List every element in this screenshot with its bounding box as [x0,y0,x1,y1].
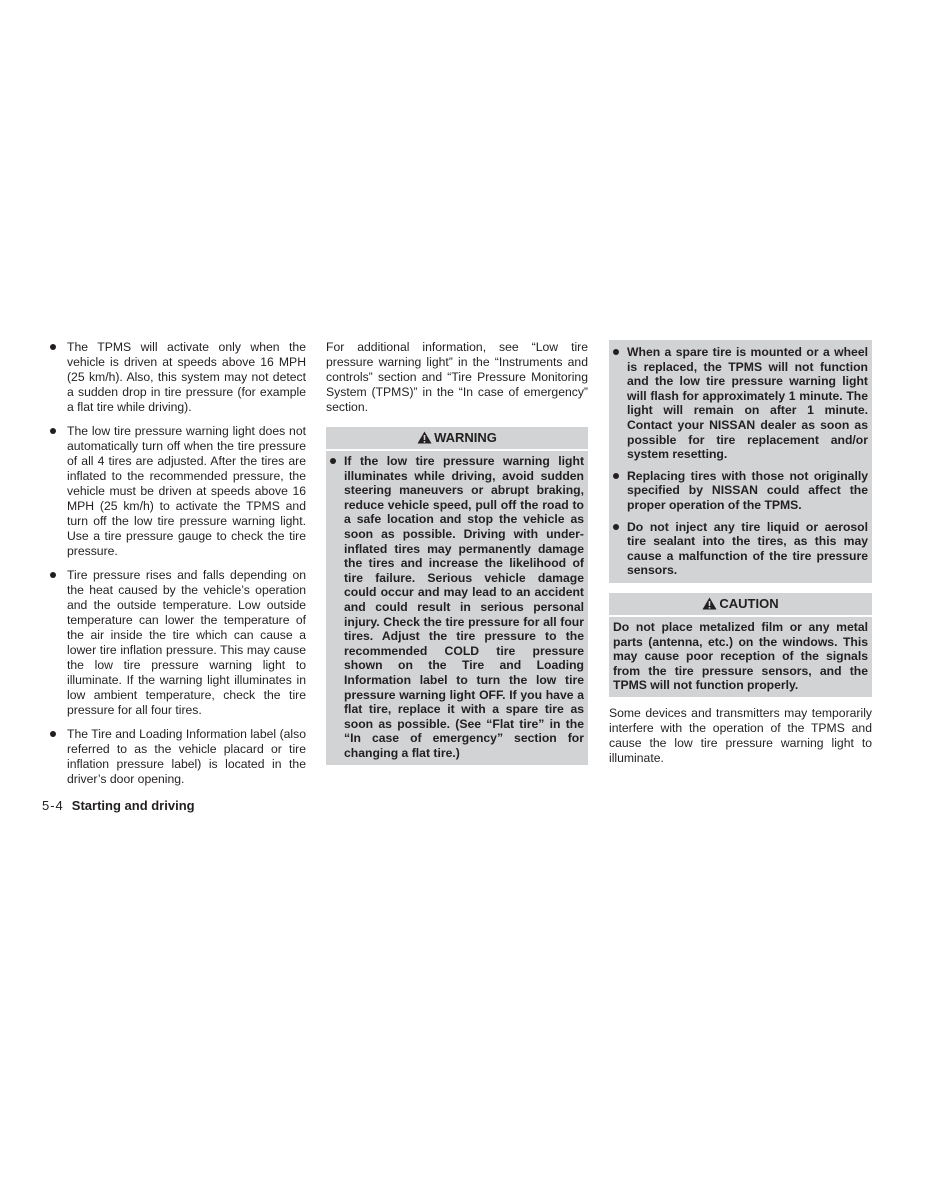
warning-continued-list [613,345,868,578]
middle-column [326,340,588,765]
warning-box [326,427,588,765]
list-item: The low tire pressure warning light does not automatically turn off when the tire pressure of all 4 tires are adjusted. After the tires are inflated to the recommended pressure, the vehicle must be driven at speeds above 16 MPH (25 km/h) to activate the TPMS and turn off the low tire pressure warning light. Use a tire pressure gauge to check the tire pressure. [48,424,306,559]
caution-box [609,593,872,697]
caution-header [609,593,872,617]
warning-body [326,451,588,765]
right-column [609,340,872,766]
list-item: When a spare tire is mounted or a wheel is replaced, the TPMS will not function and the low tire pressure warning light will flash for approximately 1 minute. The light will remain on after 1 minute. Contact your NISSAN dealer as soon as possible for tire replacement and/or system resetting. [613,345,868,462]
interference-note: Some devices and transmitters may temporarily interfere with the operation of the TPMS and cause the low tire pressure warning light to illuminate. [609,705,872,765]
caution-text: Do not place metalized film or any metal parts (antenna, etc.) on the windows. This may cause poor reception of the signals from the tire pressure sensors, and the TPMS will not function properly. [613,619,868,693]
warning-title: WARNING [434,430,497,445]
list-item: Do not inject any tire liquid or aerosol tire sealant into the tires, as this may cause a malfunction of the tire pressure sensors. [613,520,868,578]
warning-box-continued [609,340,872,583]
warning-header [326,427,588,451]
left-column [48,340,306,796]
caution-title: CAUTION [719,595,779,611]
warning-continued-body [609,340,872,583]
additional-info-paragraph: For additional information, see “Low tire pressure warning light” in the “Instruments and controls” section and “Tire Pressure Monitoring System (TPMS)” in the “In case of emergency” section. [326,340,588,414]
list-item: Replacing tires with those not originally specified by NISSAN could affect the proper operation of the TPMS. [613,469,868,513]
page-footer [42,798,195,814]
tpms-notes-list [48,340,306,787]
page-number: 5-4 [42,798,64,813]
list-item: Tire pressure rises and falls depending on the heat caused by the vehicle’s operation and the outside temperature. Low outside temperature can lower the temperature of the air inside the tire which can cause a lower tire inflation pressure. This may cause the low tire pressure warning light to illuminate. If the warning light illuminates in low ambient temperature, check the tire pressure for all four tires. [48,568,306,718]
section-title: Starting and driving [71,798,195,813]
warning-triangle-icon [417,431,432,444]
list-item: The Tire and Loading Information label (also referred to as the vehicle placard or tire inflation pressure label) is located in the driver’s door opening. [48,727,306,787]
list-item: The TPMS will activate only when the vehicle is driven at speeds above 16 MPH (25 km/h). Also, this system may not detect a sudden drop in tire pressure (for example a flat tire while driving). [48,340,306,415]
warning-triangle-icon [702,597,717,610]
list-item: If the low tire pressure warning light illuminates while driving, avoid sudden steering maneuvers or abrupt braking, reduce vehicle speed, pull off the road to a safe location and stop the vehicle as soon as possible. Driving with under-inflated tires may permanently damage the tires and increase the likelihood of tire failure. Serious vehicle damage could occur and may lead to an accident and could result in serious personal injury. Check the tire pressure for all four tires. Adjust the tire pressure to the recommended COLD tire pressure shown on the Tire and Loading Information label to turn the low tire pressure warning light OFF. If you have a flat tire, replace it with a spare tire as soon as possible. (See “Flat tire” in the “In case of emergency” section for changing a flat tire.) [330,454,584,760]
caution-body [609,617,872,697]
warning-list [330,454,584,760]
